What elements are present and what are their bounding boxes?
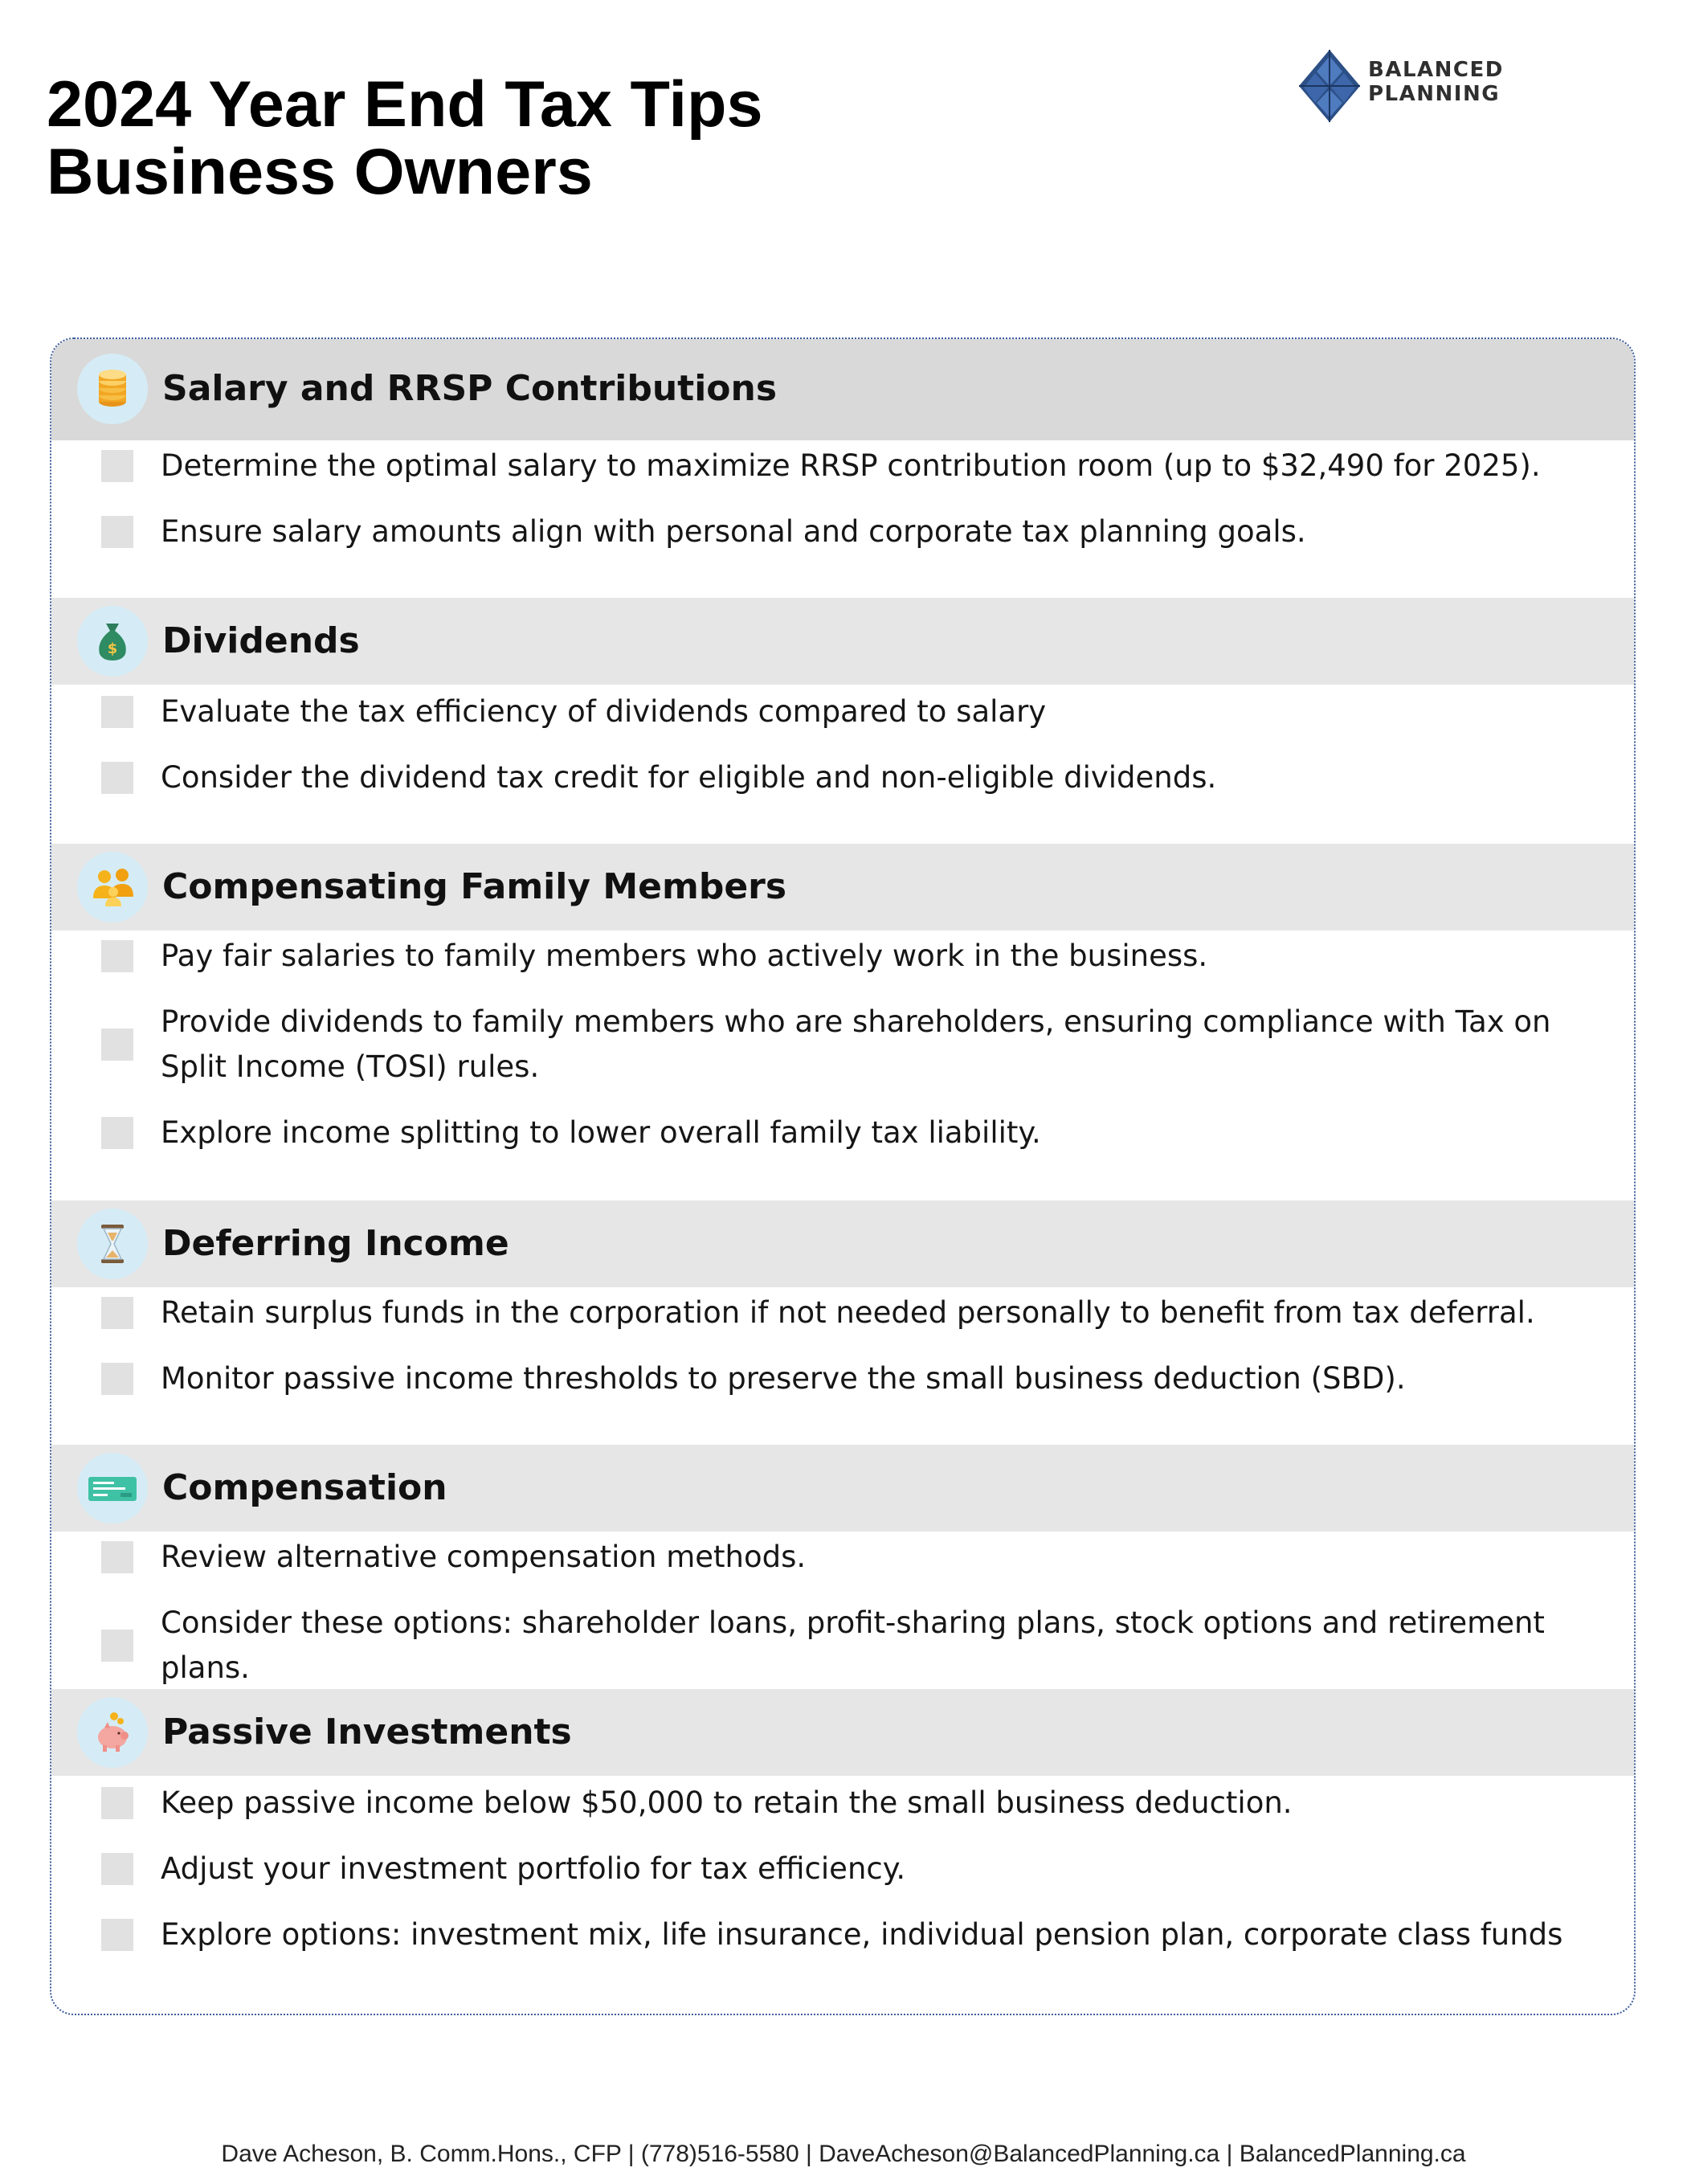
checkbox[interactable] [101, 1117, 133, 1149]
section-title: Passive Investments [162, 1712, 572, 1753]
checkbox[interactable] [101, 1363, 133, 1395]
balanced-planning-logo [1297, 48, 1522, 125]
checkbox[interactable] [101, 1853, 133, 1885]
checkbox[interactable] [101, 516, 133, 548]
item-text: Ensure salary amounts align with personal and corporate tax planning goals. [161, 514, 1306, 549]
item-text: Adjust your investment portfolio for tax efficiency. [161, 1851, 906, 1886]
section-title: Salary and RRSP Contributions [162, 368, 778, 409]
checklist-item[interactable] [101, 934, 1611, 979]
logo-line-2: PLANNING [1368, 82, 1501, 106]
coins-icon [77, 354, 148, 424]
item-text: Consider these options: shareholder loans, profit-sharing plans, stock options and retirement plans. [161, 1605, 1545, 1685]
item-text: Determine the optimal salary to maximize RRSP contribution room (up to $32,490 for 2025). [161, 448, 1541, 483]
money-bag-icon [77, 606, 148, 677]
checklist-item[interactable] [101, 509, 1611, 554]
section-title: Deferring Income [162, 1223, 509, 1264]
item-text: Evaluate the tax efficiency of dividends compared to salary [161, 694, 1047, 729]
section-header-passive-investments [51, 1689, 1634, 1776]
checklist-item[interactable] [101, 1290, 1611, 1335]
tips-card [50, 337, 1636, 2015]
contact-footer: Dave Acheson, B. Comm.Hons., CFP | (778)516-5580 | DaveAcheson@BalancedPlanning.ca | BalancedPlanning.ca [221, 2141, 1466, 2167]
checklist-item[interactable] [101, 1847, 1611, 1892]
item-text: Retain surplus funds in the corporation if not needed personally to benefit from tax deferral. [161, 1295, 1535, 1330]
item-text: Monitor passive income thresholds to preserve the small business deduction (SBD). [161, 1361, 1406, 1396]
checklist-item[interactable] [101, 1356, 1611, 1401]
cheque-icon [77, 1453, 148, 1523]
item-text: Keep passive income below $50,000 to retain the small business deduction. [161, 1785, 1293, 1820]
checklist-item[interactable] [101, 444, 1611, 489]
item-text: Explore income splitting to lower overall family tax liability. [161, 1115, 1041, 1150]
piggy-bank-icon [77, 1697, 148, 1768]
checkbox[interactable] [101, 1630, 133, 1662]
section-header-dividends [51, 598, 1634, 685]
section-title: Compensation [162, 1467, 447, 1508]
section-title: Compensating Family Members [162, 866, 787, 907]
logo-line-1: BALANCED [1368, 58, 1504, 82]
checkbox[interactable] [101, 1297, 133, 1329]
title-line-1: 2024 Year End Tax Tips [47, 68, 763, 141]
checkbox[interactable] [101, 762, 133, 794]
checkbox[interactable] [101, 1919, 133, 1951]
checklist-item[interactable] [101, 1912, 1611, 1957]
checklist-item[interactable] [101, 689, 1611, 734]
checklist-item[interactable] [101, 1110, 1611, 1155]
checkbox[interactable] [101, 1787, 133, 1819]
item-text: Explore options: investment mix, life insurance, individual pension plan, corporate class funds [161, 1917, 1563, 1952]
section-title: Dividends [162, 620, 360, 661]
section-header-compensation [51, 1445, 1634, 1532]
section-header-deferring-income [51, 1200, 1634, 1287]
checkbox[interactable] [101, 1029, 133, 1061]
section-header-salary-rrsp [51, 339, 1634, 440]
item-text: Pay fair salaries to family members who actively work in the business. [161, 939, 1208, 973]
checklist-item[interactable] [101, 1535, 1611, 1580]
item-text: Provide dividends to family members who are shareholders, ensuring compliance with Tax on Split Income (TOSI) rules. [161, 1004, 1551, 1084]
checklist-item[interactable] [101, 755, 1611, 800]
checklist-item[interactable] [101, 1000, 1611, 1090]
diamond-logo-icon [1297, 48, 1362, 125]
checkbox[interactable] [101, 1541, 133, 1573]
title-line-2: Business Owners [47, 136, 593, 208]
checklist-item[interactable] [101, 1601, 1611, 1691]
checkbox[interactable] [101, 696, 133, 728]
item-text: Review alternative compensation methods. [161, 1540, 807, 1574]
hourglass-icon [77, 1209, 148, 1279]
family-icon [77, 852, 148, 922]
logo-text [1368, 58, 1504, 106]
checkbox[interactable] [101, 940, 133, 972]
checklist-item[interactable] [101, 1781, 1611, 1826]
item-text: Consider the dividend tax credit for eligible and non-eligible dividends. [161, 760, 1217, 795]
checkbox[interactable] [101, 450, 133, 482]
page-title [47, 68, 763, 208]
section-header-family [51, 844, 1634, 930]
svg-text:$: $ [107, 640, 118, 657]
